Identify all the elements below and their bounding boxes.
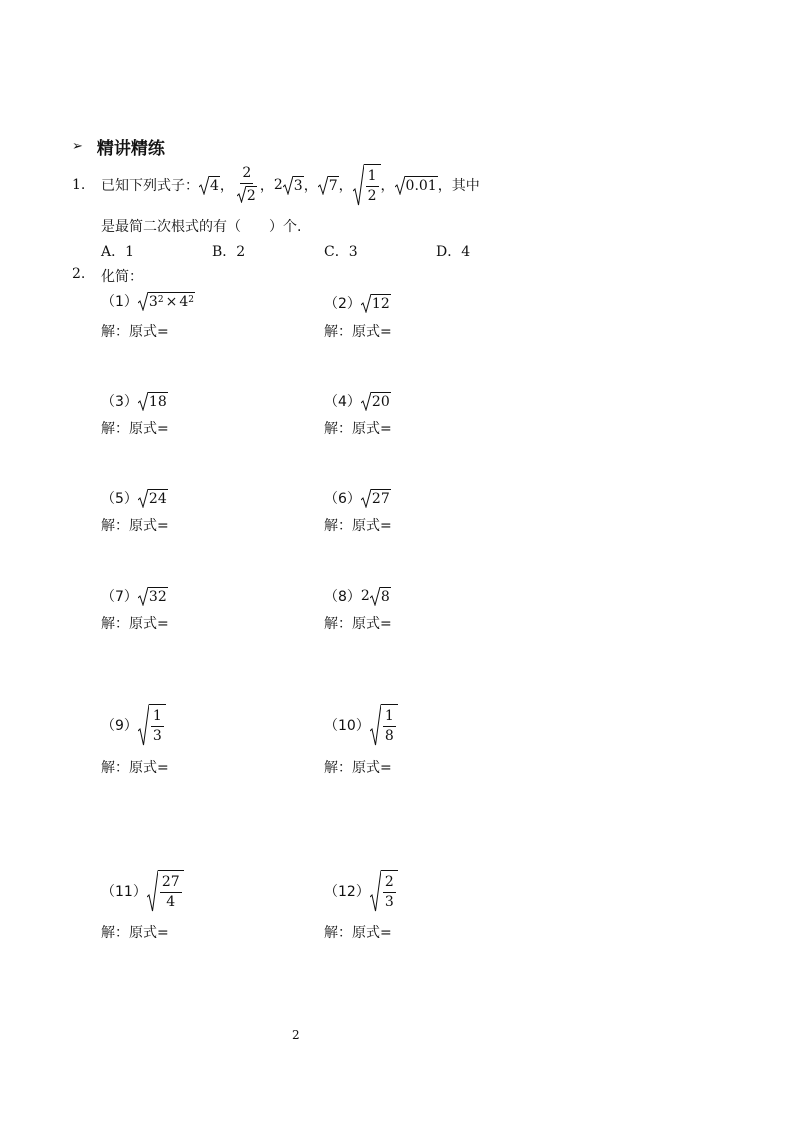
simplify-item-2: （2） 12 xyxy=(324,293,391,313)
expr-sqrt-half: $\frac{1}{2}$ xyxy=(353,164,381,206)
simplify-item-3: （3） 18 xyxy=(101,391,168,411)
solution-label-8: 解：原式= xyxy=(324,616,392,632)
section-title: 精讲精练 xyxy=(96,139,165,159)
solution-label-6: 解：原式= xyxy=(324,518,392,534)
expr-2sqrt3: 2 3 xyxy=(273,177,303,194)
solution-label-1: 解：原式= xyxy=(101,324,169,340)
solution-label-10: 解：原式= xyxy=(324,760,392,776)
simplify-item-7: （7） 32 xyxy=(101,586,168,606)
solution-label-3: 解：原式= xyxy=(101,421,169,437)
question-2-number: 2. xyxy=(72,266,86,282)
simplify-item-10: （10） $\frac{1}{8}$ xyxy=(324,704,398,746)
simplify-item-12: （12） $\frac{2}{3}$ xyxy=(324,870,398,912)
solution-label-11: 解：原式= xyxy=(101,925,169,941)
option-d: D．4 xyxy=(436,244,471,260)
solution-label-9: 解：原式= xyxy=(101,760,169,776)
expr-sqrt-4: 4 xyxy=(199,176,220,195)
solution-label-5: 解：原式= xyxy=(101,518,169,534)
arrow-bullet-icon: ➢ xyxy=(72,139,83,154)
option-c: C．3 xyxy=(324,244,358,260)
question-1-lead: 已知下列式子： xyxy=(101,178,199,194)
section-header xyxy=(72,134,165,159)
expr-2-over-sqrt2: $\frac{2}{2}$ xyxy=(235,166,259,204)
question-2-title: 化简： xyxy=(101,269,143,285)
simplify-item-11: （11） $\frac{27}{4}$ xyxy=(101,870,184,912)
solution-label-2: 解：原式= xyxy=(324,324,392,340)
option-a: A．1 xyxy=(101,244,135,260)
expr-sqrt-7: 7 xyxy=(318,176,339,195)
simplify-item-9: （9） $\frac{1}{3}$ xyxy=(101,704,166,746)
solution-label-7: 解：原式= xyxy=(101,616,169,632)
simplify-item-4: （4） 20 xyxy=(324,391,391,411)
question-1-number: 1. xyxy=(72,177,86,193)
simplify-item-6: （6） 27 xyxy=(324,488,391,508)
question-1-tail: ，其中 xyxy=(437,178,480,194)
page-number: 2 xyxy=(292,1028,300,1042)
option-b: B．2 xyxy=(212,244,246,260)
simplify-item-1: （1） 3 $^2$ × 4 $^2$ xyxy=(101,291,195,311)
question-1-line-1: 1. 已知下列式子： 4 ， $\frac{2}{2}$ ， 2 3 ， 7 ， $\frac{1}{2}$ ， 0.01 ，其中 xyxy=(72,164,480,205)
solution-label-4: 解：原式= xyxy=(324,421,392,437)
question-1-line-2: 是最简二次根式的有（ ）个. xyxy=(101,219,302,235)
solution-label-12: 解：原式= xyxy=(324,925,392,941)
simplify-item-8: （8） 2 8 xyxy=(324,588,390,605)
expr-sqrt-001: 0.01 xyxy=(395,176,438,195)
simplify-item-5: （5） 24 xyxy=(101,488,168,508)
